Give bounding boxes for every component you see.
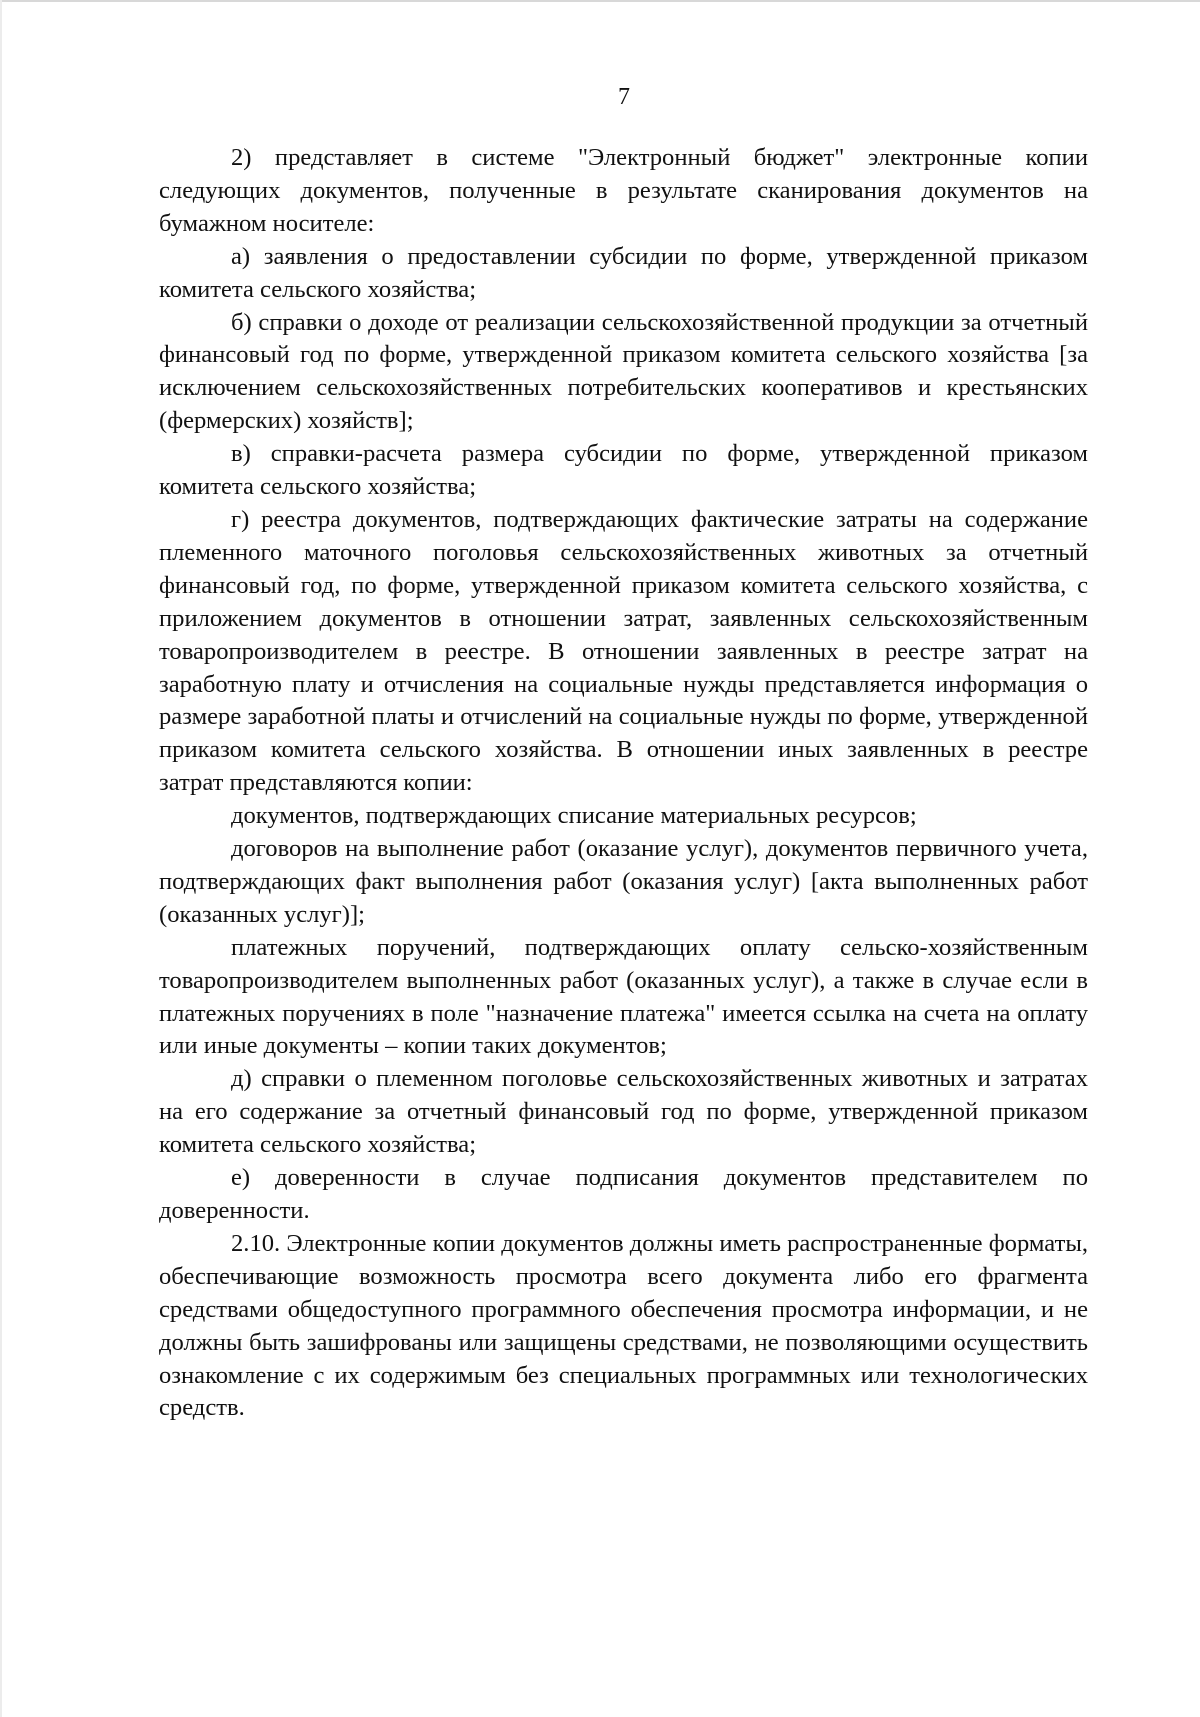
paragraph-item-a: а) заявления о предоставлении субсидии по форме, утвержденной приказом комитета сельского хозяйства; (159, 242, 1088, 303)
paragraph-section-2-10: 2.10. Электронные копии документов должны иметь распространенные форматы, обеспечивающие возможность просмотра всего документа либо его фрагмента средствами общедоступного программного обеспечения просмотра информации, и не должны быть зашифрованы или защищены средствами, не позволяющими осуществить ознакомление с их содержимым без специальных программных или технологических средств. (159, 1229, 1088, 1422)
scan-edge-left (0, 0, 2, 1717)
paragraph-item-d: д) справки о племенном поголовье сельскохозяйственных животных и затратах на его содержание за отчетный финансовый год по форме, утвержденной приказом комитета сельского хозяйства; (159, 1065, 1088, 1159)
page-number: 7 (618, 84, 630, 110)
paragraph-item-b: б) справки о доходе от реализации сельскохозяйственной продукции за отчетный финансовый год по форме, утвержденной приказом комитета сельского хозяйства [за исключением сельскохозяйственных потребительских кооперативов и крестьянских (фермерских) хозяйств]; (159, 308, 1088, 435)
paragraph-copies-contracts: договоров на выполнение работ (оказание услуг), документов первичного учета, подтверждающих факт выполнения работ (оказания услуг) [акта выполненных работ (оказанных услуг)]; (159, 835, 1088, 928)
paragraph-item-e: е) доверенности в случае подписания документов представителем по доверенности. (159, 1164, 1088, 1224)
paragraph-item-2: 2) представляет в системе "Электронный бюджет" электронные копии следующих документов, полученные в результате сканирования документов на бумажном носителе: (159, 144, 1088, 237)
paragraph-copies-write-off: документов, подтверждающих списание материальных ресурсов; (231, 802, 917, 830)
paragraph-item-g: г) реестра документов, подтверждающих фактические затраты на содержание племенного маточного поголовья сельскохозяйственных животных за отчетный финансовый год, по форме, утвержденной приказом комитета сельского хозяйства, с приложением документов в отношении затрат, заявленных сельскохозяйственным товаропроизводителем в реестре. В отношении заявленных в реестре затрат на заработную плату и отчисления на социальные нужды представляется информация о размере заработной платы и отчислений на социальные нужды по форме, утвержденной приказом комитета сельского хозяйства. В отношении иных заявленных в реестре затрат представляются копии: (159, 505, 1088, 797)
document-body (159, 142, 1088, 1425)
paragraph-copies-payments: платежных поручений, подтверждающих оплату сельско-хозяйственным товаропроизводителем выполненных работ (оказанных услуг), а также в случае если в платежных поручениях в поле "назначение платежа" имеется ссылка на счета на оплату или иные документы – копии таких документов; (159, 933, 1088, 1060)
paragraph-item-v: в) справки-расчета размера субсидии по форме, утвержденной приказом комитета сельского хозяйства; (159, 440, 1088, 501)
scan-edge-top (0, 0, 1200, 2)
